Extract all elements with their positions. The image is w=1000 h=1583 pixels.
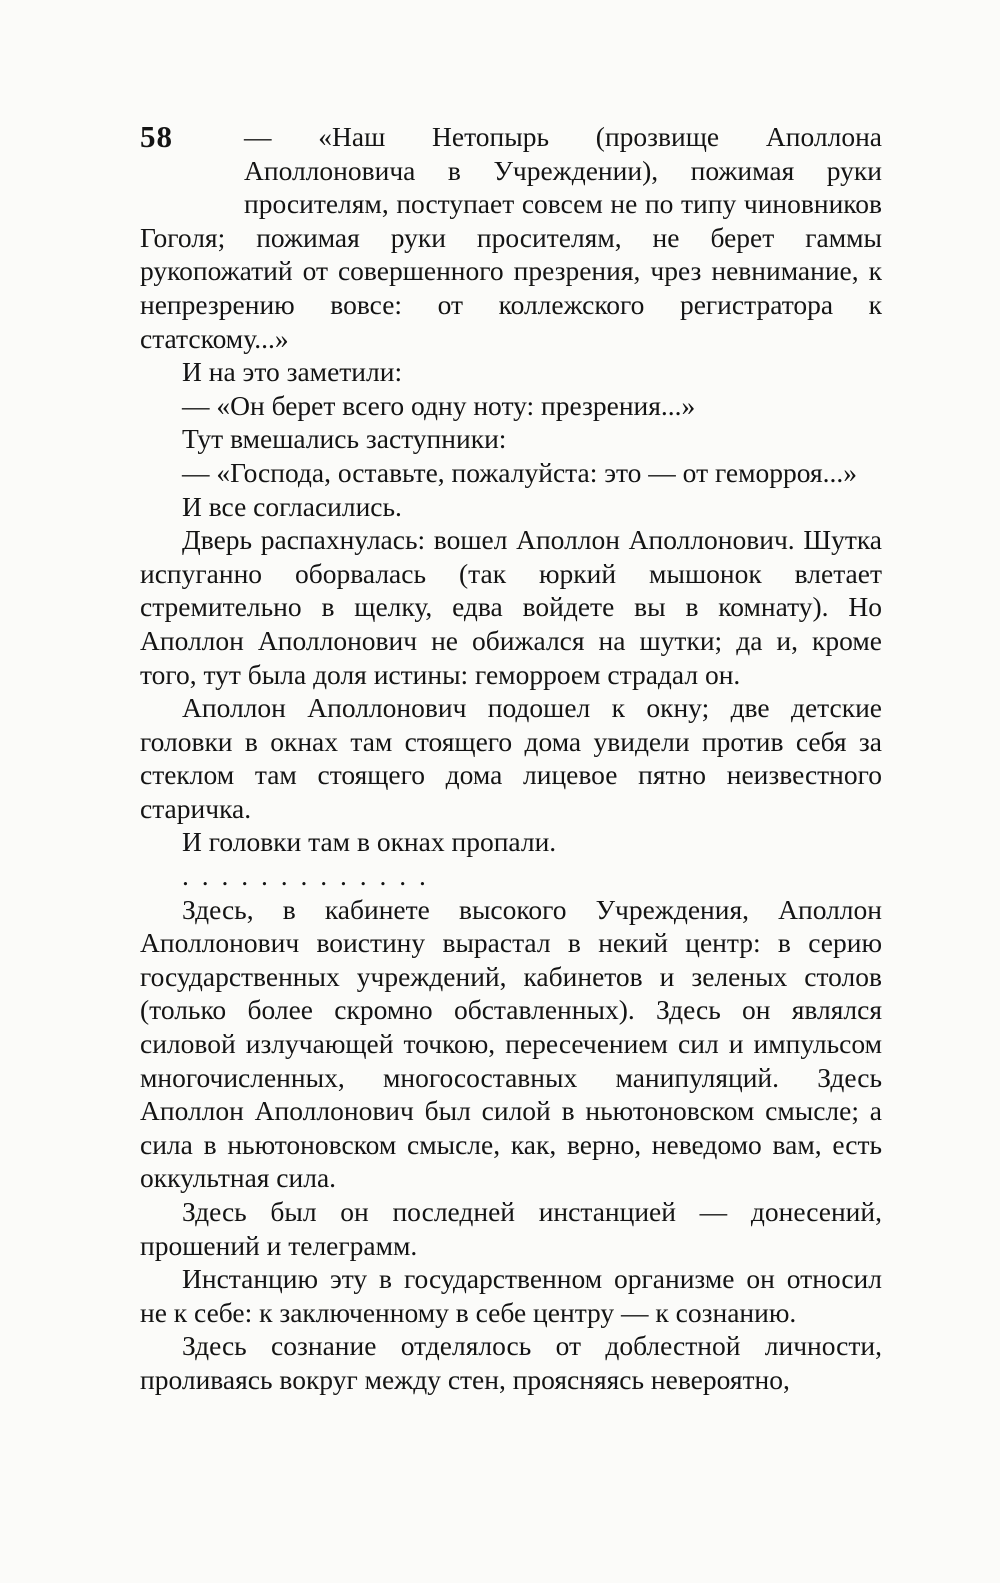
paragraph-consciousness-separates: Здесь сознание отделялось от доблестной личности, проливаясь вокруг между стен, проясняясь невероятно, xyxy=(140,1330,882,1395)
page-number: 58 xyxy=(140,119,173,154)
paragraph-defenders: Тут вмешались заступники: xyxy=(182,423,507,455)
paragraph-quote-defense: — «Господа, оставьте, пожалуйста: это — от геморроя...» xyxy=(182,456,857,488)
paragraph-remark-intro: И на это заметили: xyxy=(182,356,403,388)
paragraph-agreement: И все согласились. xyxy=(182,490,402,522)
paragraph-door-opens: Дверь распахнулась: вошел Аполлон Аполлонович. Шутка испуганно оборвалась (так юркий мышонок влетает стремительно в щелку, едва войдете вы в комнату). Но Аполлон Аполлонович не обижался на шутки; да и, кроме того, тут была доля истины: геморроем страдал он. xyxy=(140,524,882,690)
paragraph-instance-consciousness: Инстанцию эту в государственном организме он относил не к себе: к заключенному в себе центру — к сознанию. xyxy=(140,1263,882,1328)
paragraph-window: Аполлон Аполлонович подошел к окну; две детские головки в окнах там стоящего дома увидели против себя за стеклом там стоящего дома лицевое пятно неизвестного старичка. xyxy=(140,692,882,824)
paragraph-heads-vanish: И головки там в окнах пропали. xyxy=(182,826,557,858)
paragraph-office-center: Здесь, в кабинете высокого Учреждения, Аполлон Аполлонович воистину вырастал в некий центр: в серию государственных учреждений, кабинетов и зеленых столов (только более скромно обставленных). Здесь он являлся силовой излучающей точкою, пересечением сил и импульсом многочисленных, многосоставных манипуляций. Здесь Аполлон Аполлонович был силой в ньютоновском смысле; а сила в ньютоновском смысле, как, верно, неведомо вам, есть оккультная сила. xyxy=(140,893,882,1194)
paragraph-quote-remark: — «Он берет всего одну ноту: презрения...» xyxy=(182,389,696,421)
book-page-text-block xyxy=(140,120,882,1397)
paragraph-last-instance: Здесь был он последней инстанцией — донесений, прошений и телеграмм. xyxy=(140,1196,882,1261)
dotted-separator: . . . . . . . . . . . . . xyxy=(182,860,429,892)
paragraph-quote-continued: — «Наш Нетопырь (прозвище Аполлона Аполлоновича в Учреждении), пожимая руки просителям, поступает совсем не по типу чиновников Гоголя; пожимая руки просителям, не берет гаммы рукопожатий от совершенного презрения, чрез невнимание, к непрезрению вовсе: от коллежского регистратора к статскому...» xyxy=(140,121,882,354)
